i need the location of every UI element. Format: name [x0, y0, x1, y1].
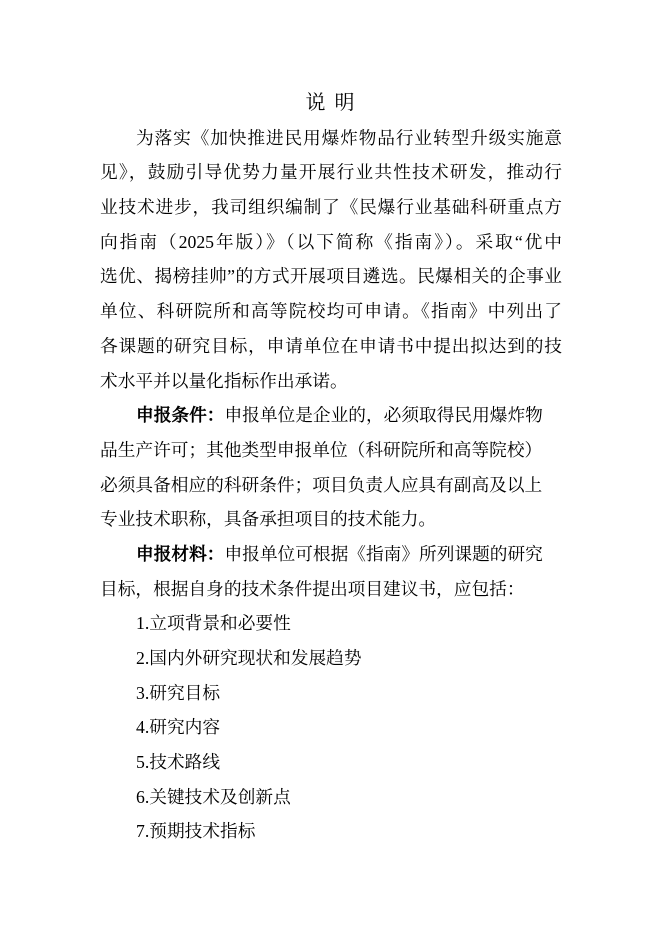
- list-item: 6.关键技术及创新点: [136, 786, 291, 807]
- list-item: 7.预期技术指标: [136, 821, 256, 842]
- intro-line: 向指南（2025年版）》（以下简称《指南》）。采取“优中: [100, 231, 562, 252]
- conditions-line: [100, 398, 562, 433]
- list-item: 3.研究目标: [136, 682, 221, 703]
- intro-line: 业技术进步，我司组织编制了《民爆行业基础科研重点方: [100, 197, 562, 218]
- conditions-text: 申报单位是企业的，必须取得民用爆炸物: [224, 405, 543, 426]
- list-item: 1.立项背景和必要性: [136, 613, 291, 634]
- materials-line: [100, 537, 562, 572]
- conditions-label: 申报条件：: [136, 405, 225, 426]
- intro-line: 单位、科研院所和高等院校均可申请。《指南》中列出了: [100, 301, 562, 322]
- intro-line: 术水平并以量化指标作出承诺。: [100, 370, 348, 391]
- conditions-line: 品生产许可；其他类型申报单位（科研院所和高等院校）: [100, 439, 543, 460]
- materials-label: 申报材料：: [136, 543, 225, 564]
- intro-line: 选优、揭榜挂帅”的方式开展项目遴选。民爆相关的企事业: [100, 266, 562, 287]
- materials-line: 目标，根据自身的技术条件提出项目建议书，应包括：: [100, 578, 525, 599]
- materials-list: [100, 606, 562, 849]
- materials-paragraph: [100, 537, 562, 606]
- conditions-line: 必须具备相应的科研条件；项目负责人应具有副高及以上: [100, 474, 543, 495]
- list-item: 2.国内外研究现状和发展趋势: [136, 648, 362, 668]
- document-body: [100, 86, 562, 849]
- intro-line: 各课题的研究目标，申请单位在申请书中提出拟达到的技: [100, 335, 562, 356]
- intro-line: 见》，鼓励引导优势力量开展行业共性技术研发，推动行: [100, 162, 562, 183]
- list-item: 5.技术路线: [136, 752, 221, 773]
- page-title: 说 明: [305, 92, 357, 114]
- conditions-paragraph: [100, 398, 562, 537]
- intro-paragraph: [100, 121, 562, 399]
- list-item: 4.研究内容: [136, 717, 221, 738]
- materials-text: 申报单位可根据《指南》所列课题的研究: [224, 543, 543, 564]
- intro-line: 为落实《加快推进民用爆炸物品行业转型升级实施意: [136, 127, 562, 148]
- conditions-line: 专业技术职称，具备承担项目的技术能力。: [100, 509, 437, 530]
